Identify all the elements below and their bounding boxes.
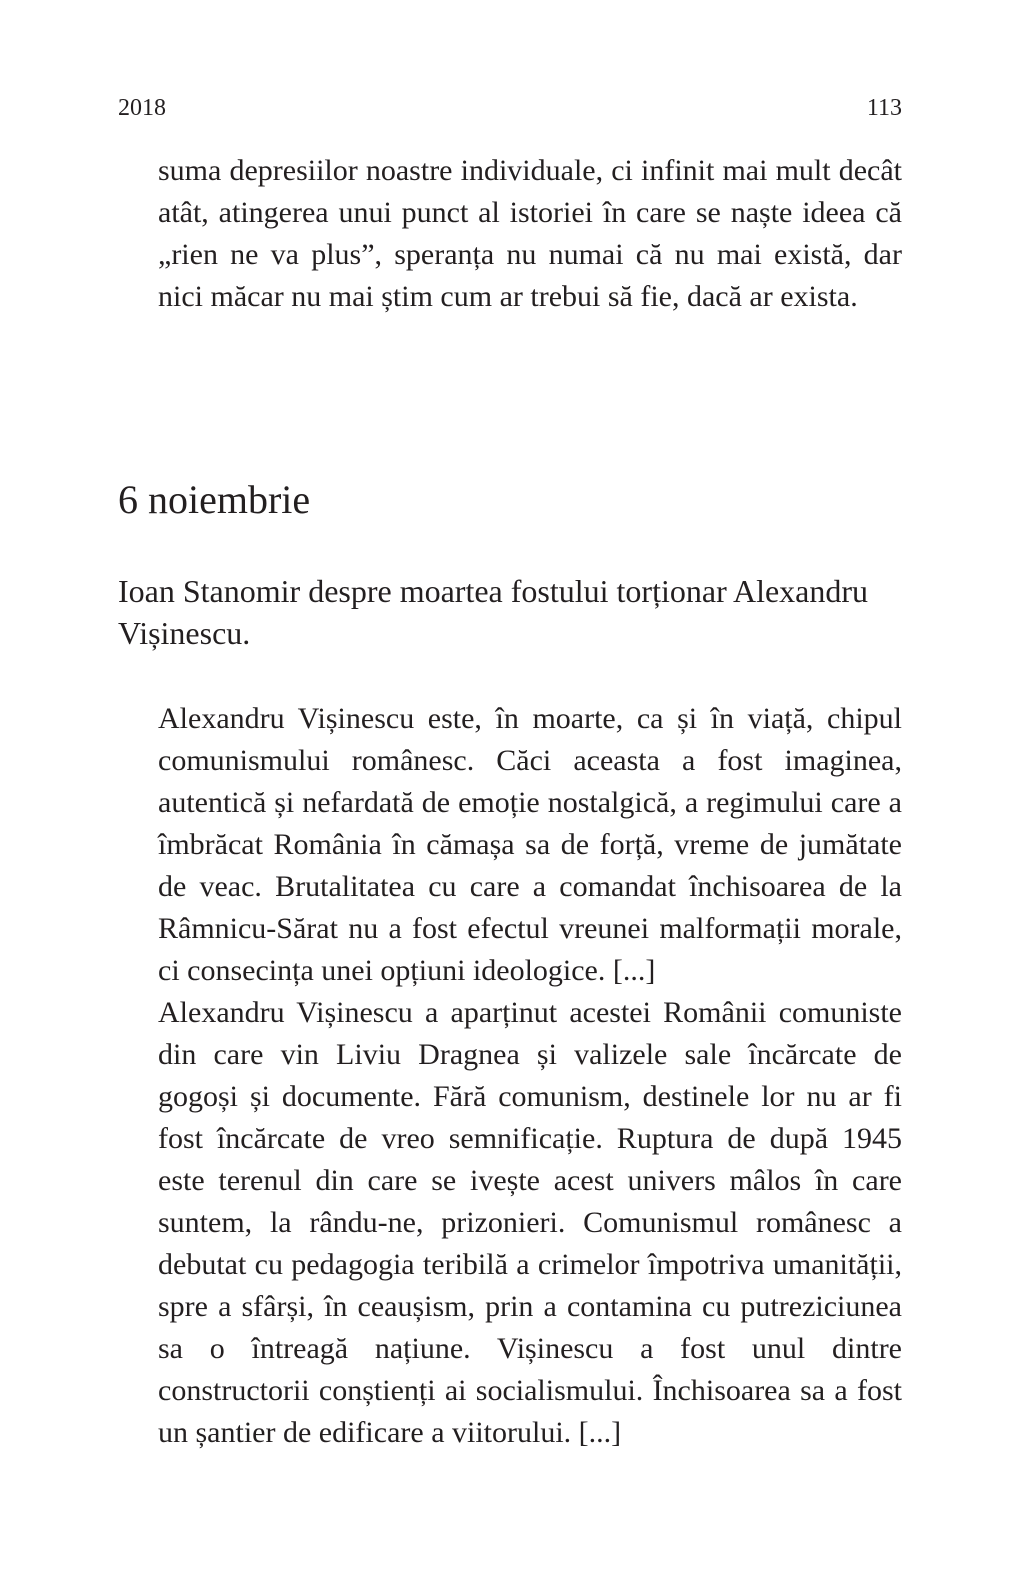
entry-intro-paragraph: Ioan Stanomir despre moartea fostului torționar Alexandru Vișinescu. [118,573,869,651]
quoted-text-block [158,698,902,1454]
quote-paragraph-1: Alexandru Vișinescu este, în moarte, ca și în viață, chipul comunismului românesc. Căci aceasta a fost imaginea, autentică și nefardată de emoție nostalgică, a regimului care a îmbrăcat România în cămașa sa de forță, vreme de jumătate de veac. Brutalitatea cu care a comandat închisoarea de la Râmnicu-Sărat nu a fost efectul vreunei malformații morale, ci consecința unei opțiuni ideologice. [...] [158,702,902,987]
running-header-year: 2018 [118,95,166,121]
continuation-paragraph: suma depresiilor noastre individuale, ci infinit mai mult decât atât, atingerea unui punct al istoriei în care se naște ideea că „rien ne va plus”, speranța nu numai că nu mai există, dar nici măcar nu mai știm cum ar trebui să fie, dacă ar exista. [158,154,902,313]
page-number: 113 [866,95,902,121]
quote-paragraph-2: Alexandru Vișinescu a aparținut acestei Românii comuniste din care vin Liviu Dragnea și valizele sale încărcate de gogoși și documente. Fără comunism, destinele lor nu ar fi fost încărcate de vreo semnificație. Ruptura de după 1945 este terenul din care se ivește acest univers mâlos în care suntem, la rându-ne, prizonieri. Comunismul românesc a debutat cu pedagogia teribilă a crimelor împotriva umanității, spre a sfârși, în ceaușism, prin a contamina cu putreziciunea sa o întreagă națiune. Vișinescu a fost unul dintre constructorii conștienți ai socialismului. Închisoarea sa a fost un șantier de edificare a viitorului. [...] [158,996,902,1449]
entry-date-heading: 6 noiembrie [118,477,311,522]
